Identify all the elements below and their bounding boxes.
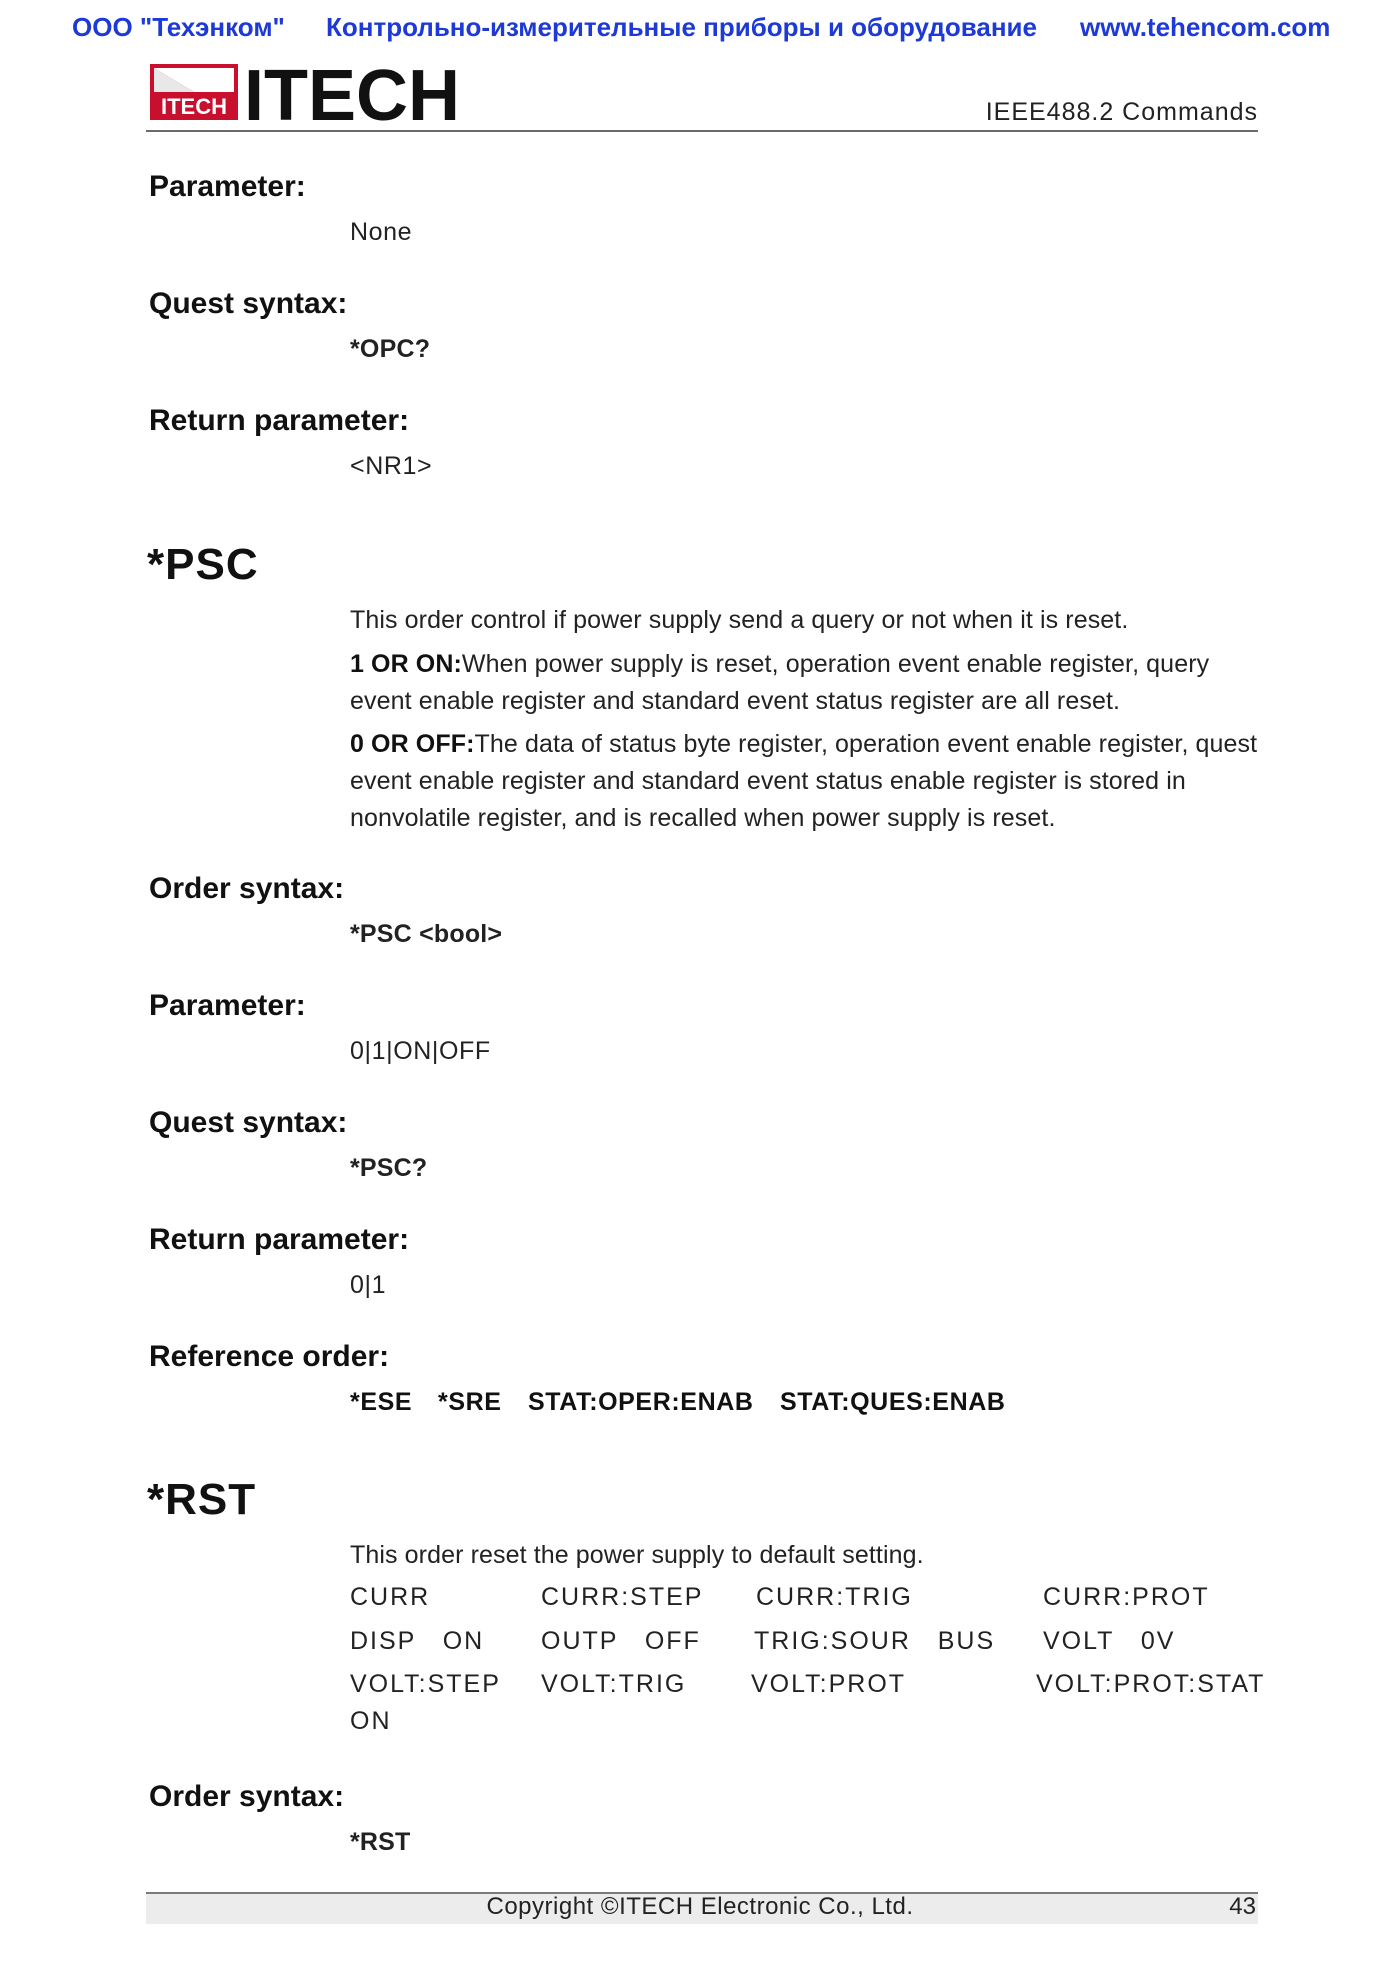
rst-cell: CURR:STEP: [541, 1583, 704, 1611]
rst-cell: ON: [350, 1707, 392, 1735]
company-tagline: Контрольно-измерительные приборы и оборудование: [326, 12, 1037, 42]
reference-item[interactable]: STAT:QUES:ENAB: [780, 1388, 1006, 1416]
rst-title: *RST: [147, 1475, 257, 1524]
opc-parameter-value: None: [350, 218, 413, 246]
rst-cell: VOLT:PROT: [751, 1670, 907, 1698]
psc-quest-label: Quest syntax:: [149, 1106, 348, 1139]
page-number: 43: [1229, 1893, 1256, 1920]
psc-description: This order control if power supply send a query or not when it is reset.: [350, 606, 1129, 634]
psc-off-label: 0 OR OFF:: [350, 730, 475, 758]
opc-parameter-label: Parameter:: [149, 170, 306, 203]
logo-badge-text: ITECH: [161, 94, 227, 119]
psc-on-paragraph: [350, 646, 1260, 720]
psc-reference-label: Reference order:: [149, 1340, 390, 1373]
rst-cell: VOLT:PROT:STAT: [1036, 1670, 1266, 1698]
rst-cell: CURR:TRIG: [756, 1583, 913, 1611]
logo-wordmark: ITECH: [244, 62, 460, 128]
rst-cell: OUTP OFF: [541, 1627, 701, 1655]
psc-return-value: 0|1: [350, 1271, 387, 1299]
rst-order-value: *RST: [350, 1828, 411, 1856]
psc-title: *PSC: [147, 540, 259, 589]
reference-item[interactable]: *SRE: [438, 1388, 502, 1416]
reference-item[interactable]: STAT:OPER:ENAB: [528, 1388, 754, 1416]
rst-cell: VOLT:STEP: [350, 1670, 501, 1698]
psc-on-text: When power supply is reset, operation event enable register, query event enable register and standard event status register are all reset.: [350, 650, 1210, 715]
website-link[interactable]: www.tehencom.com: [1080, 12, 1331, 42]
psc-off-text: The data of status byte register, operation event enable register, quest event enable register and standard event status enable register is stored in nonvolatile register, and is recalled when power supply is reset.: [350, 730, 1258, 832]
rst-description: This order reset the power supply to default setting.: [350, 1541, 924, 1569]
reference-item[interactable]: *ESE: [350, 1388, 413, 1416]
psc-order-label: Order syntax:: [149, 872, 345, 905]
footer-copyright: Copyright ©ITECH Electronic Co., Ltd.: [486, 1893, 914, 1920]
company-name: ООО "Техэнком": [72, 12, 285, 42]
psc-order-value: *PSC <bool>: [350, 920, 503, 948]
psc-return-label: Return parameter:: [149, 1223, 410, 1256]
section-header: IEEE488.2 Commands: [985, 98, 1258, 126]
opc-return-value: <NR1>: [350, 452, 433, 480]
opc-quest-value: *OPC?: [350, 335, 431, 363]
rst-order-label: Order syntax:: [149, 1780, 345, 1813]
opc-return-label: Return parameter:: [149, 404, 410, 437]
rst-cell: CURR: [350, 1583, 431, 1611]
opc-quest-label: Quest syntax:: [149, 287, 348, 320]
psc-parameter-label: Parameter:: [149, 989, 306, 1022]
itech-logo-icon: [150, 62, 464, 128]
rst-cell: CURR:PROT: [1043, 1583, 1210, 1611]
psc-quest-value: *PSC?: [350, 1154, 428, 1182]
psc-parameter-value: 0|1|ON|OFF: [350, 1037, 491, 1065]
rst-cell: TRIG:SOUR BUS: [754, 1627, 996, 1655]
itech-logo: [150, 62, 464, 128]
header-divider: [146, 130, 1258, 132]
rst-cell: VOLT 0V: [1043, 1627, 1176, 1655]
psc-on-label: 1 OR ON:: [350, 650, 462, 678]
rst-cell: VOLT:TRIG: [541, 1670, 687, 1698]
psc-off-paragraph: [350, 726, 1260, 837]
rst-cell: DISP ON: [350, 1627, 485, 1655]
